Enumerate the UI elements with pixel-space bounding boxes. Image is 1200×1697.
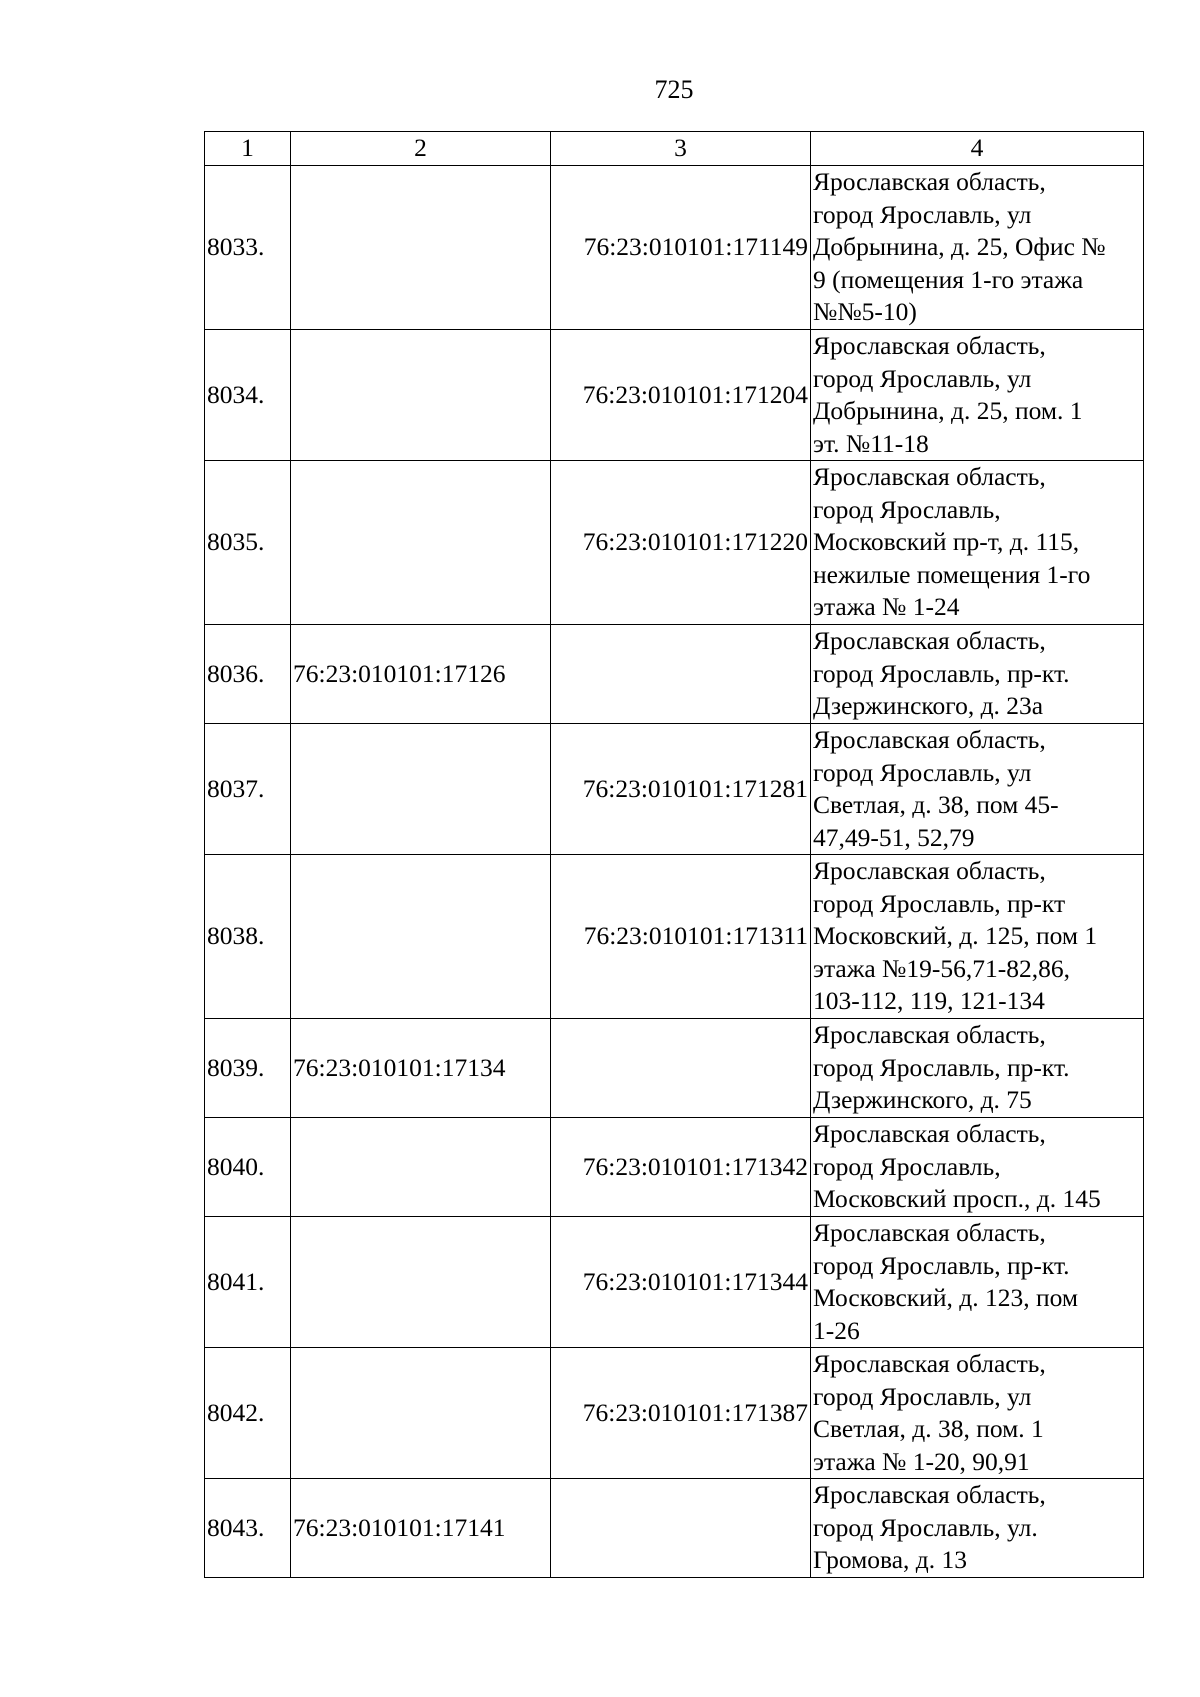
address: Ярославская область, город Ярославль, пр-кт. Дзержинского, д. 23а	[811, 625, 1144, 724]
table-row	[205, 1217, 1144, 1348]
cadastral-number-col2	[291, 1217, 551, 1348]
table-row	[205, 1019, 1144, 1118]
row-number: 8035.	[205, 461, 291, 625]
table-row	[205, 625, 1144, 724]
cadastral-number-col3: 76:23:010101:171387	[551, 1348, 811, 1479]
cadastral-number-col2	[291, 855, 551, 1019]
row-number: 8042.	[205, 1348, 291, 1479]
cadastral-number-col3	[551, 625, 811, 724]
cadastral-number-col3: 76:23:010101:171204	[551, 330, 811, 461]
address: Ярославская область, город Ярославль, пр-кт Московский, д. 125, пом 1 этажа №19-56,71-82,86, 103-112, 119, 121-134	[811, 855, 1144, 1019]
row-number: 8040.	[205, 1118, 291, 1217]
table-row	[205, 1479, 1144, 1578]
address: Ярославская область, город Ярославль, ул Добрынина, д. 25, Офис № 9 (помещения 1-го этажа №№5-10)	[811, 166, 1144, 330]
row-number: 8034.	[205, 330, 291, 461]
cadastral-number-col2	[291, 1348, 551, 1479]
address: Ярославская область, город Ярославль, Московский пр-т, д. 115, нежилые помещения 1-го этажа № 1-24	[811, 461, 1144, 625]
header-col-3: 3	[551, 132, 811, 166]
cadastral-number-col3: 76:23:010101:171344	[551, 1217, 811, 1348]
cadastral-number-col2: 76:23:010101:17141	[291, 1479, 551, 1578]
header-col-1: 1	[205, 132, 291, 166]
header-col-4: 4	[811, 132, 1144, 166]
row-number: 8038.	[205, 855, 291, 1019]
table-row	[205, 855, 1144, 1019]
cadastral-number-col3	[551, 1479, 811, 1578]
cadastral-number-col3: 76:23:010101:171149	[551, 166, 811, 330]
cadastral-number-col3: 76:23:010101:171342	[551, 1118, 811, 1217]
table-row	[205, 330, 1144, 461]
address: Ярославская область, город Ярославль, Московский просп., д. 145	[811, 1118, 1144, 1217]
header-col-2: 2	[291, 132, 551, 166]
cadastral-number-col3	[551, 1019, 811, 1118]
cadastral-number-col2	[291, 1118, 551, 1217]
table-row	[205, 724, 1144, 855]
cadastral-number-col3: 76:23:010101:171220	[551, 461, 811, 625]
table-row	[205, 166, 1144, 330]
address: Ярославская область, город Ярославль, ул Светлая, д. 38, пом 45- 47,49-51, 52,79	[811, 724, 1144, 855]
table-row	[205, 1348, 1144, 1479]
cadastral-number-col2	[291, 724, 551, 855]
address: Ярославская область, город Ярославль, ул Добрынина, д. 25, пом. 1 эт. №11-18	[811, 330, 1144, 461]
cadastral-number-col2: 76:23:010101:17134	[291, 1019, 551, 1118]
row-number: 8037.	[205, 724, 291, 855]
page-number: 725	[654, 75, 694, 104]
cadastral-number-col2	[291, 461, 551, 625]
cadastral-number-col3: 76:23:010101:171281	[551, 724, 811, 855]
row-number: 8041.	[205, 1217, 291, 1348]
cadastral-number-col3: 76:23:010101:171311	[551, 855, 811, 1019]
cadastral-number-col2	[291, 330, 551, 461]
register-table	[204, 131, 1144, 1578]
address: Ярославская область, город Ярославль, ул Светлая, д. 38, пом. 1 этажа № 1-20, 90,91	[811, 1348, 1144, 1479]
cadastral-number-col2: 76:23:010101:17126	[291, 625, 551, 724]
cadastral-number-col2	[291, 166, 551, 330]
address: Ярославская область, город Ярославль, пр-кт. Дзержинского, д. 75	[811, 1019, 1144, 1118]
table-row	[205, 461, 1144, 625]
address: Ярославская область, город Ярославль, пр-кт. Московский, д. 123, пом 1-26	[811, 1217, 1144, 1348]
address: Ярославская область, город Ярославль, ул. Громова, д. 13	[811, 1479, 1144, 1578]
row-number: 8033.	[205, 166, 291, 330]
row-number: 8036.	[205, 625, 291, 724]
header-row	[205, 132, 1144, 166]
row-number: 8039.	[205, 1019, 291, 1118]
row-number: 8043.	[205, 1479, 291, 1578]
table-row	[205, 1118, 1144, 1217]
